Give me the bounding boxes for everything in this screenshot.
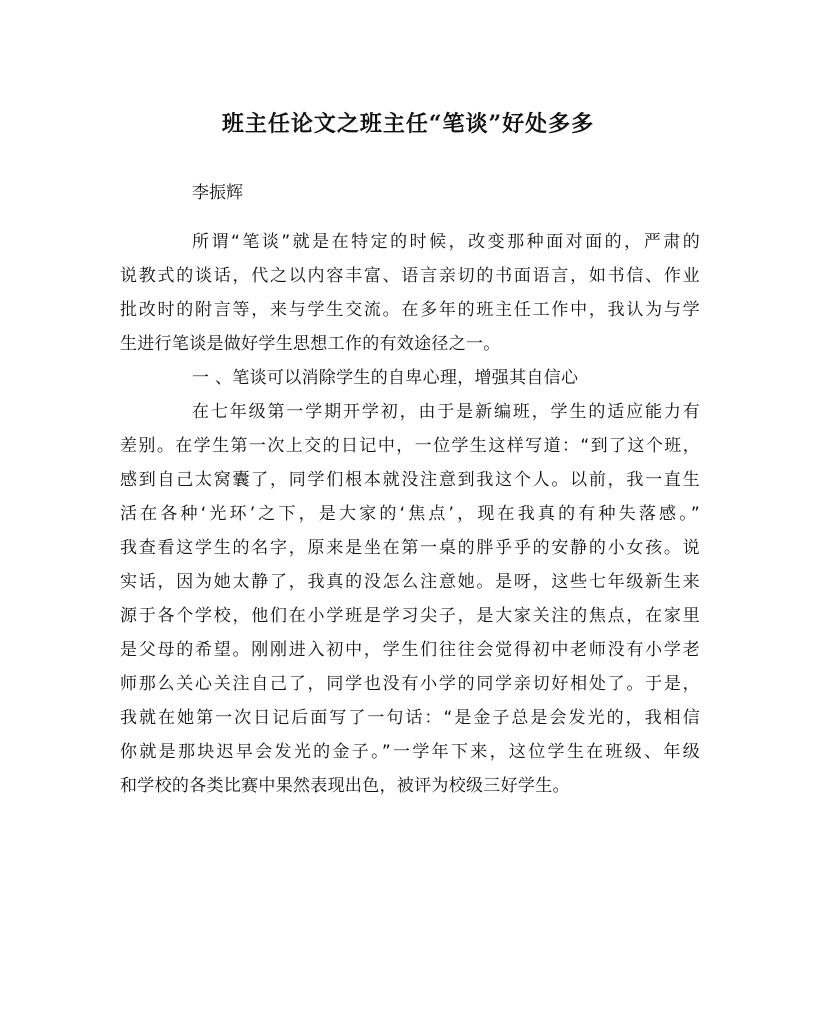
paragraph-line: 师那么关心关注自己了，同学也没有小学的同学亲切好相处了。于是， [120,674,700,694]
paragraph-line: 是父母的希望。刚刚进入初中，学生们往往会觉得初中老师没有小学老 [120,640,700,660]
paragraph-line: 批改时的附言等，来与学生交流。在多年的班主任工作中，我认为与学 [120,300,700,320]
paragraph-line: 我就在她第一次日记后面写了一句话：“是金子总是会发光的，我相信 [120,708,700,728]
paragraph-line: 差别。在学生第一次上交的日记中，一位学生这样写道：“到了这个班， [120,436,700,456]
document-body [120,225,700,803]
document-title: 班主任论文之班主任“笔谈”好处多多 [221,111,595,137]
paragraph-line: 源于各个学校，他们在小学班是学习尖子，是大家关注的焦点，在家里 [120,606,700,626]
paragraph-line: 感到自己太窝囊了，同学们根本就没注意到我这个人。以前，我一直生 [120,470,700,490]
paragraph-line: 实话，因为她太静了，我真的没怎么注意她。是呀，这些七年级新生来 [120,572,700,592]
paragraph-line: 活在各种‘光环’之下，是大家的‘焦点’，现在我真的有种失落感。” [120,504,700,524]
paragraph-line: 你就是那块迟早会发光的金子。”一学年下来，这位学生在班级、年级 [120,742,700,762]
paragraph-line: 生进行笔谈是做好学生思想工作的有效途径之一。 [120,334,501,354]
paragraph-line: 和学校的各类比赛中果然表现出色，被评为校级三好学生。 [120,776,570,796]
section-heading: 一 、笔谈可以消除学生的自卑心理，增强其自信心 [192,368,579,388]
paragraph-line: 在七年级第一学期开学初，由于是新编班，学生的适应能力有 [192,402,700,422]
author-name: 李振辉 [192,183,243,203]
paragraph-line: 所谓“笔谈”就是在特定的时候，改变那种面对面的，严肃的 [192,232,700,252]
paragraph-line: 我查看这学生的名字，原来是坐在第一桌的胖乎乎的安静的小女孩。说 [120,538,700,558]
paragraph-line: 说教式的谈话，代之以内容丰富、语言亲切的书面语言，如书信、作业 [120,266,700,286]
